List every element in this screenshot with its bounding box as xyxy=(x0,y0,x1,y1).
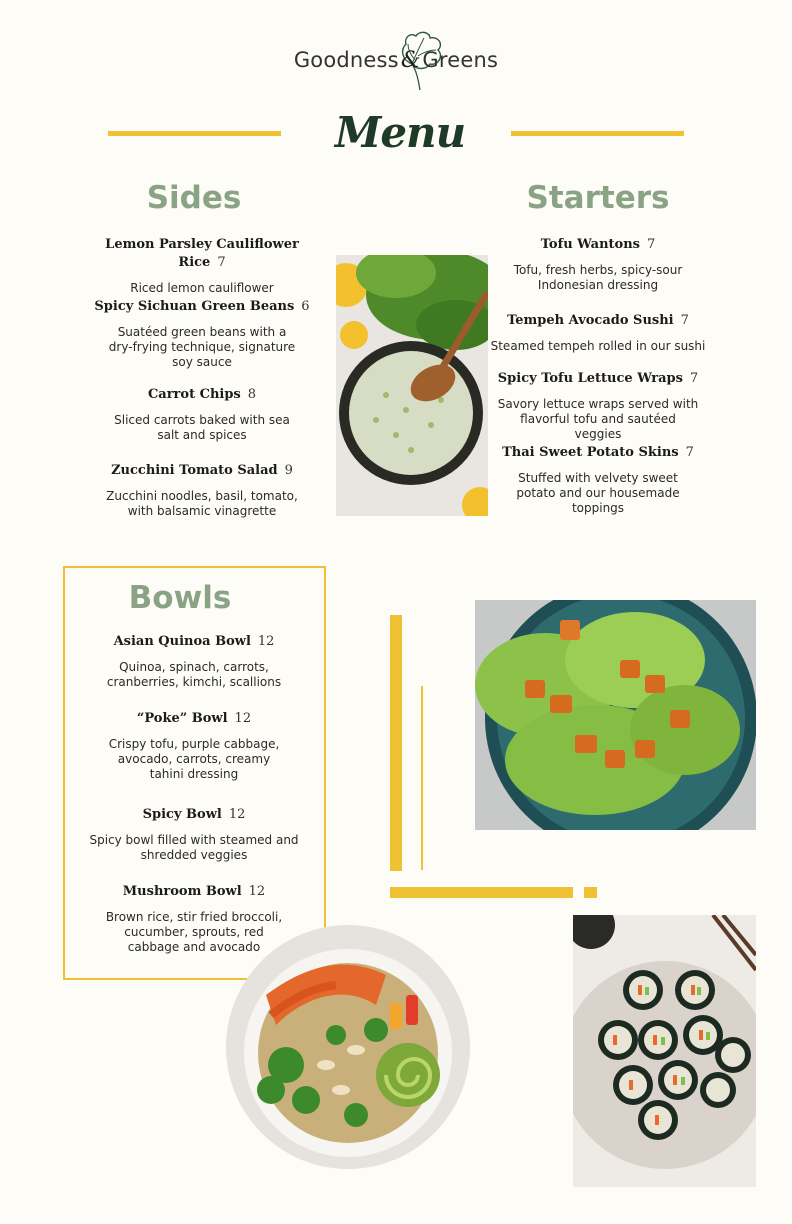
item-name: Zucchini Tomato Salad xyxy=(111,463,278,478)
item-name: Tempeh Avocado Sushi xyxy=(507,313,674,328)
item-name: Spicy Tofu Lettuce Wraps xyxy=(497,371,683,386)
menu-item xyxy=(490,369,706,442)
item-description: Suatéed green beans with a dry-frying technique, signature soy sauce xyxy=(108,325,296,369)
brand-ampersand: & xyxy=(400,48,421,73)
item-price: 12 xyxy=(257,634,275,649)
item-name: Spicy Bowl xyxy=(142,807,222,822)
menu-item xyxy=(84,297,320,370)
item-price: 7 xyxy=(680,313,689,328)
item-description: Riced lemon cauliflower xyxy=(130,281,274,295)
title-rule-right xyxy=(511,131,684,136)
menu-item xyxy=(490,235,706,293)
quinoa-bowl-photo xyxy=(226,925,470,1169)
item-name: “Poke” Bowl xyxy=(136,711,228,726)
brand-logo xyxy=(0,48,792,73)
item-price: 9 xyxy=(284,463,293,478)
item-description: Tofu, fresh herbs, spicy-sour Indonesian dressing xyxy=(513,263,683,292)
brand-name-right: Greens xyxy=(422,48,499,72)
item-description: Quinoa, spinach, carrots, cranberries, kimchi, scallions xyxy=(106,660,282,689)
item-name: Tofu Wantons xyxy=(540,237,640,252)
lettuce-wraps-photo xyxy=(475,600,756,830)
item-price: 7 xyxy=(685,445,694,460)
item-price: 6 xyxy=(301,299,310,314)
item-price: 12 xyxy=(234,711,252,726)
page-title: Menu xyxy=(334,108,466,157)
item-price: 7 xyxy=(646,237,656,252)
item-description: Savory lettuce wraps served with flavorful tofu and sautéed veggies xyxy=(497,397,699,441)
sushi-rolls-photo xyxy=(573,915,756,1187)
item-description: Sliced carrots baked with sea salt and spices xyxy=(114,413,290,442)
menu-item xyxy=(490,311,706,354)
item-name: Carrot Chips xyxy=(147,387,241,402)
sides-heading: Sides xyxy=(146,180,242,216)
menu-item xyxy=(490,443,706,516)
item-price: 12 xyxy=(248,884,266,899)
item-price: 7 xyxy=(217,255,226,270)
item-description: Spicy bowl filled with steamed and shredded veggies xyxy=(89,833,299,862)
menu-item xyxy=(80,632,308,690)
item-name: Spicy Sichuan Green Beans xyxy=(94,299,295,314)
accent-bar-horizontal xyxy=(390,887,573,898)
accent-line-vertical xyxy=(421,686,423,870)
item-price: 8 xyxy=(247,387,257,402)
menu-item xyxy=(80,709,308,782)
item-description: Brown rice, stir fried broccoli, cucumber, sprouts, red cabbage and avocado xyxy=(105,910,283,954)
item-name: Asian Quinoa Bowl xyxy=(113,634,251,649)
starters-heading: Starters xyxy=(526,180,670,216)
item-price: 7 xyxy=(689,371,699,386)
item-description: Zucchini noodles, basil, tomato, with balsamic vinagrette xyxy=(106,489,298,518)
accent-bar-vertical xyxy=(390,615,402,871)
brand-name-left: Goodness xyxy=(293,48,399,72)
item-description: Stuffed with velvety sweet potato and our housemade toppings xyxy=(516,471,680,515)
menu-item xyxy=(84,235,320,296)
menu-item xyxy=(84,385,320,443)
item-name: Lemon Parsley Cauliflower Rice xyxy=(105,237,299,270)
accent-square xyxy=(584,887,597,898)
item-name: Thai Sweet Potato Skins xyxy=(502,445,679,460)
cauliflower-rice-photo xyxy=(336,255,488,516)
menu-item xyxy=(84,461,320,519)
item-name: Mushroom Bowl xyxy=(122,884,242,899)
item-price: 12 xyxy=(228,807,246,822)
menu-item xyxy=(80,805,308,863)
bowls-heading: Bowls xyxy=(128,580,232,616)
item-description: Steamed tempeh rolled in our sushi xyxy=(490,339,706,353)
title-rule-left xyxy=(108,131,281,136)
item-description: Crispy tofu, purple cabbage, avocado, carrots, creamy tahini dressing xyxy=(108,737,280,781)
